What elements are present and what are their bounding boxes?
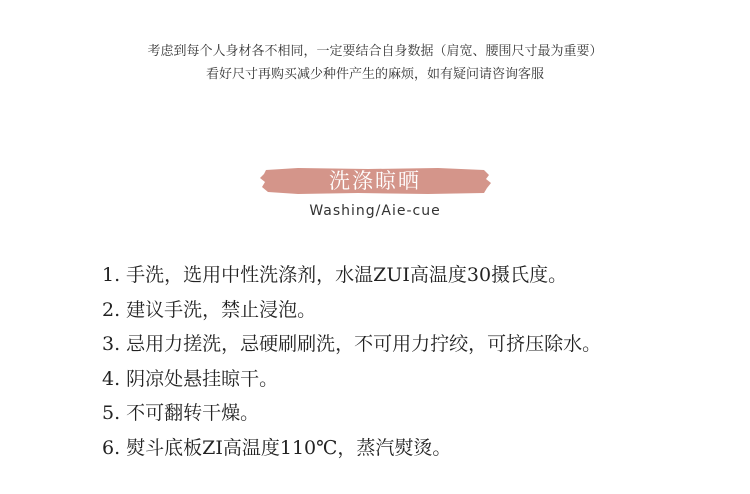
section-subtitle: Washing/Aie-cue <box>309 203 441 219</box>
sizing-notice <box>0 40 750 86</box>
section-title-banner <box>258 166 492 196</box>
care-item-2: 2. 建议手洗，禁止浸泡。 <box>102 298 317 321</box>
sizing-notice-line-2: 看好尺寸再购买减少种件产生的麻烦，如有疑问请咨询客服 <box>205 67 544 82</box>
care-item-3: 3. 忌用力搓洗，忌硬刷刷洗，不可用力拧绞，可挤压除水。 <box>102 333 602 355</box>
care-item-1: 1. 手洗，选用中性洗涤剂，水温ZUI高温度30摄氏度。 <box>102 264 568 286</box>
care-item-4: 4. 阴凉处悬挂晾干。 <box>102 367 279 390</box>
section-title: 洗涤晾晒 <box>329 169 421 193</box>
care-instructions-list <box>102 262 601 469</box>
care-item-5: 5. 不可翻转干燥。 <box>102 402 260 424</box>
care-item-6: 6. 熨斗底板ZI高温度110℃，蒸汽熨烫。 <box>102 436 452 459</box>
sizing-notice-line-1: 考虑到每个人身材各不相同，一定要结合自身数据（肩宽、腰围尺寸最为重要） <box>147 44 603 59</box>
